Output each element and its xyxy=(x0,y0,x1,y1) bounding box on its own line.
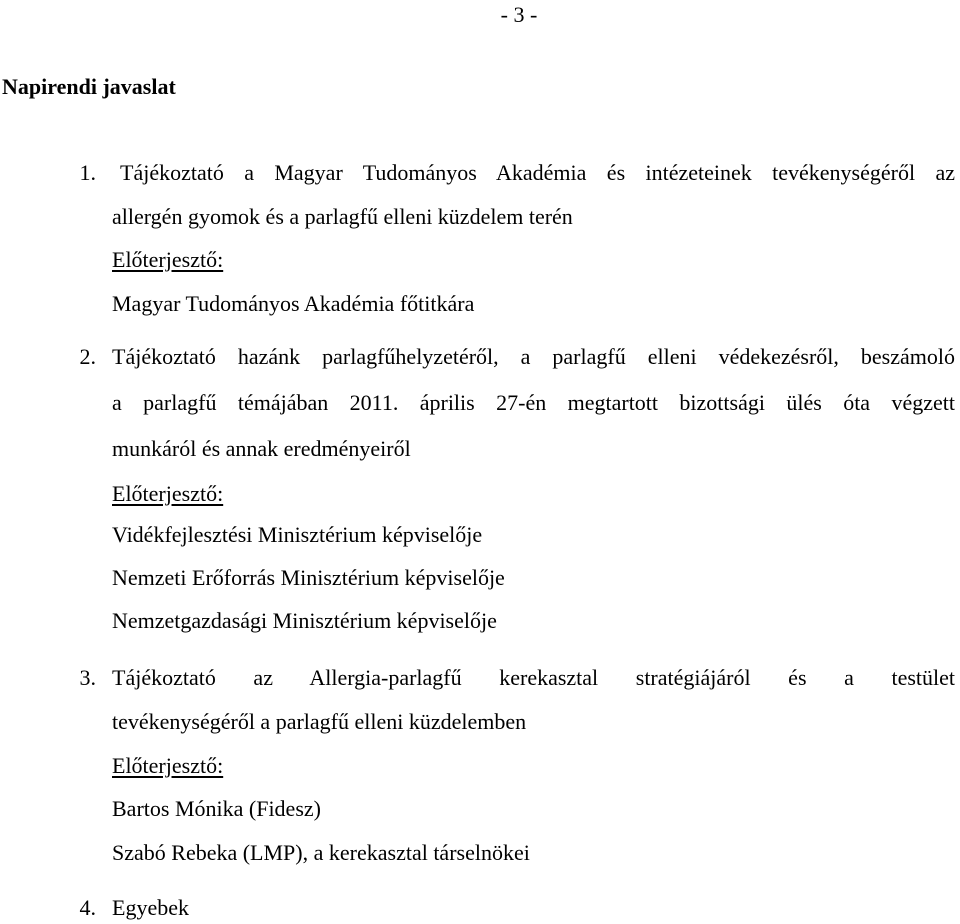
item-number: 2. xyxy=(79,344,96,369)
item-text-line: a parlagfű témájában 2011. április 27-én megtartott bizottsági ülés óta végzett xyxy=(112,390,955,415)
presenter: Nemzeti Erőforrás Minisztérium képviselője xyxy=(112,565,505,590)
page-number: - 3 - xyxy=(500,2,538,27)
presenter: Magyar Tudományos Akadémia főtitkára xyxy=(112,291,475,316)
item-number: 1. xyxy=(79,160,96,185)
presenter: Vidékfejlesztési Minisztérium képviselője xyxy=(112,522,483,547)
item-number: 3. xyxy=(79,665,96,690)
item-text-line: Tájékoztató az Allergia-parlagfű kerekasztal stratégiájáról és a testület xyxy=(112,665,955,690)
presenter: Nemzetgazdasági Minisztérium képviselője xyxy=(112,608,497,633)
item-text-line: munkáról és annak eredményeiről xyxy=(112,436,411,461)
item-number: 4. xyxy=(79,895,96,920)
presenter-label: Előterjesztő: xyxy=(112,753,224,778)
presenter: Szabó Rebeka (LMP), a kerekasztal társelnökei xyxy=(112,840,530,865)
item-text-line: Egyebek xyxy=(112,895,189,920)
presenter: Bartos Mónika (Fidesz) xyxy=(112,796,321,821)
document-title: Napirendi javaslat xyxy=(2,74,176,99)
item-text-line: Tájékoztató hazánk parlagfűhelyzetéről, a parlagfű elleni védekezésről, beszámoló xyxy=(112,344,955,369)
presenter-label: Előterjesztő: xyxy=(112,481,224,506)
presenter-label: Előterjesztő: xyxy=(112,247,224,272)
item-text-line: tevékenységéről a parlagfű elleni küzdelemben xyxy=(112,709,527,734)
item-text-line: Tájékoztató a Magyar Tudományos Akadémia és intézeteinek tevékenységéről az xyxy=(120,160,955,185)
item-text-line: allergén gyomok és a parlagfű elleni küzdelem terén xyxy=(112,204,573,229)
